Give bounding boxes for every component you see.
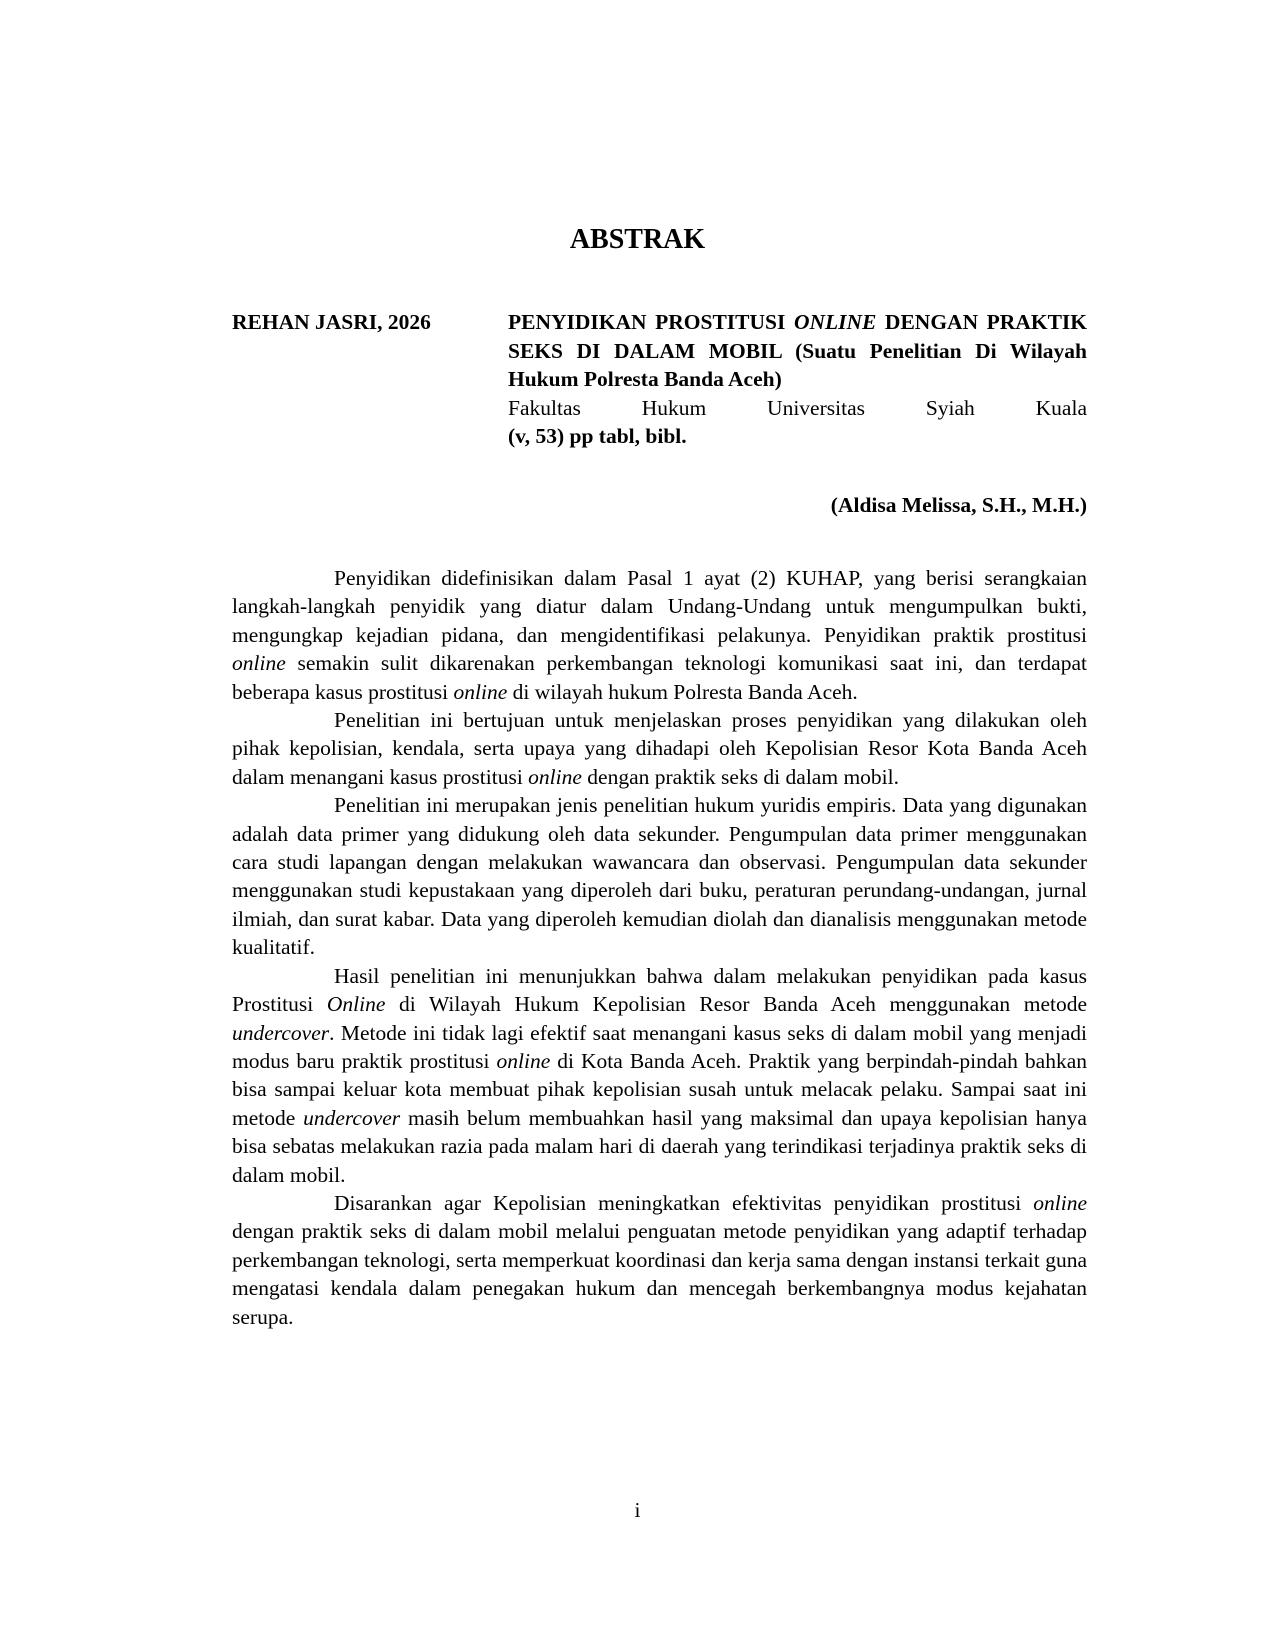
abstract-paragraph-1 [232,564,1087,706]
supervisor: (Aldisa Melissa, S.H., M.H.) [830,493,1087,517]
text-run: di wilayah hukum Polresta Banda Aceh. [507,679,858,704]
italic-term: online [496,1048,551,1073]
abstract-body [232,564,1087,1331]
text-run: di Kota Banda Aceh. Praktik yang berpindah-pindah bahkan bisa sampai keluar kota membuat pihak kepolisian susah untuk melacak pelaku. Sampai saat ini metode [232,1048,1087,1130]
abstract-paragraph-3: Penelitian ini merupakan jenis penelitian hukum yuridis empiris. Data yang digunakan adalah data primer yang didukung oleh data sekunder. Pengumpulan data primer menggunakan cara studi lapangan dengan melakukan wawancara dan observasi. Pengumpulan data sekunder menggunakan studi kepustakaan yang diperoleh dari buku, peraturan perundang-undangan, jurnal ilmiah, dan surat kabar. Data yang diperoleh kemudian diolah dan dianalisis menggunakan metode kualitatif. [232,793,1087,960]
thesis-title-part: PENYIDIKAN PROSTITUSI [508,310,794,334]
thesis-title-part: DENGAN PRAKTIK SEKS DI DALAM MOBIL (Suatu Penelitian Di Wilayah Hukum Polresta Banda Aceh) [508,310,1087,392]
text-run: Hasil penelitian ini menunjukkan bahwa dalam melakukan penyidikan pada kasus Prostitusi [232,963,1087,1017]
italic-term: Online [326,992,386,1017]
italic-term: online [232,651,286,676]
italic-term: online [1033,1190,1087,1215]
text-run: dengan praktik seks di dalam mobil melalui penguatan metode penyidikan yang adaptif terhadap perkembangan teknologi, serta memperkuat koordinasi dan kerja sama dengan instansi terkait guna mengatasi kendala dalam penegakan hukum dan mencegah berkembangnya modus kejahatan serupa. [232,1219,1087,1329]
pages-info: (v, 53) pp tabl, bibl. [508,424,687,449]
faculty-word: Universitas [767,395,865,420]
faculty-word: Kuala [1035,395,1087,420]
abstract-paragraph-2 [232,706,1087,791]
thesis-title [508,308,1087,394]
faculty-word: Syiah [925,395,975,420]
thesis-title-online: ONLINE [793,310,877,334]
text-run: dengan praktik seks di dalam mobil. [581,764,899,789]
page-number: i [634,1498,641,1522]
page-title: ABSTRAK [569,224,706,255]
faculty-word: Fakultas [508,395,581,420]
text-run: Penyidikan didefinisikan dalam Pasal 1 ayat (2) KUHAP, yang berisi serangkaian langkah-langkah penyidik yang diatur dalam Undang-Undang untuk mengumpulkan bukti, mengungkap kejadian pidana, dan mengidentifikasi pelakunya. Penyidikan praktik prostitusi [232,566,1087,647]
text-run: masih belum membuahkan hasil yang maksimal dan upaya kepolisian hanya bisa sebatas melakukan razia pada malam hari di daerah yang terindikasi terjadinya praktik seks di dalam mobil. [232,1105,1087,1187]
thesis-info [508,308,1087,451]
faculty-word: Hukum [641,395,707,420]
author-year: REHAN JASRI, 2026 [232,310,431,334]
italic-term: online [528,764,582,789]
italic-term: online [453,679,508,704]
faculty-line [508,394,1087,423]
text-run: di Wilayah Hukum Kepolisian Resor Banda Aceh menggunakan metode [385,992,1087,1017]
text-run: Penelitian ini bertujuan untuk menjelaskan proses penyidikan yang dilakukan oleh pihak kepolisian, kendala, serta upaya yang dihadapi oleh Kepolisian Resor Kota Banda Aceh dalam menangani kasus prostitusi [232,708,1087,789]
italic-term: undercover [232,1020,330,1045]
text-run: . Metode ini tidak lagi efektif saat menangani kasus seks di dalam mobil yang menjadi modus baru praktik prostitusi [232,1020,1087,1073]
italic-term: undercover [303,1105,401,1130]
abstract-paragraph-5 [232,1189,1087,1331]
text-run: Disarankan agar Kepolisian meningkatkan efektivitas penyidikan prostitusi [334,1190,1034,1215]
abstract-paragraph-4 [232,962,1087,1189]
text-run: semakin sulit dikarenakan perkembangan teknologi komunikasi saat ini, dan terdapat beberapa kasus prostitusi [232,651,1087,704]
